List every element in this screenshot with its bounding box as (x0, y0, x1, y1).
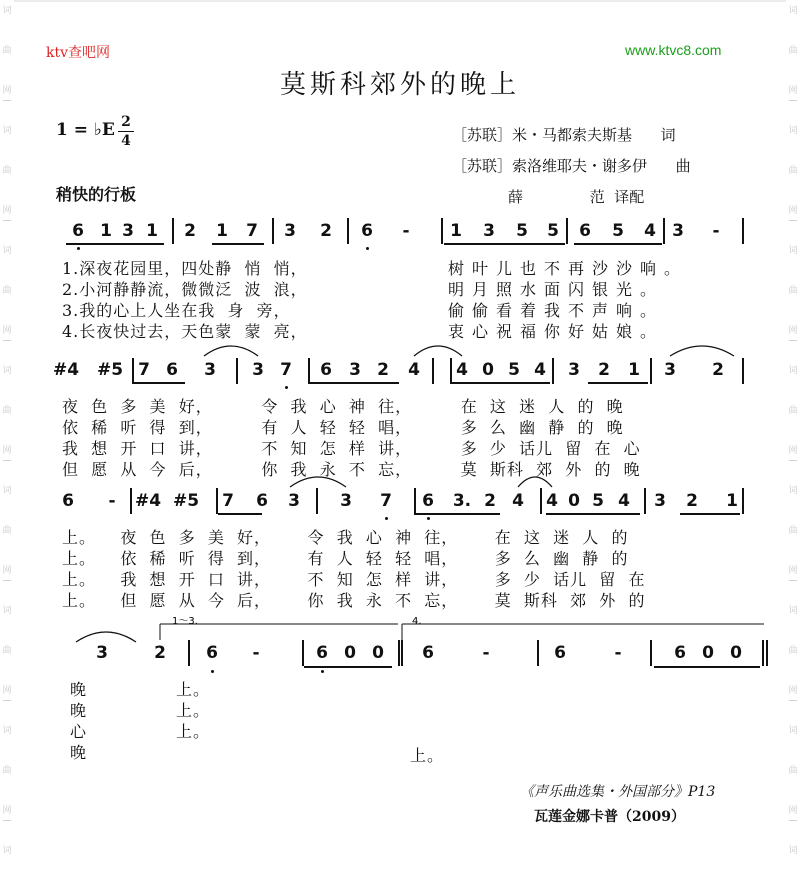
bar-line (188, 640, 190, 666)
bar-line (132, 358, 134, 384)
score-note: 2 (598, 360, 610, 380)
beam-underline (588, 382, 648, 384)
bar-line (650, 358, 652, 384)
octave-dot (285, 386, 288, 389)
score-note: 3 (672, 221, 684, 241)
score-note: 3. (452, 491, 472, 511)
score-note: 6 (674, 643, 686, 663)
score-note: 5 (612, 221, 624, 241)
bar-line (347, 218, 349, 244)
octave-dot (427, 517, 430, 520)
watermark-glyph: 曲 (788, 406, 798, 416)
bar-line (650, 640, 652, 666)
score-note: 1 (100, 221, 112, 241)
bar-line (742, 358, 744, 384)
bar-line (644, 488, 646, 514)
score-note: #5 (97, 360, 124, 380)
watermark-glyph: 网 (788, 806, 798, 816)
score-note: 4 (534, 360, 546, 380)
watermark-glyph: 词 (2, 366, 12, 376)
watermark-glyph: 曲 (2, 166, 12, 176)
score-note: #4 (135, 491, 162, 511)
score-note: 2 (686, 491, 698, 511)
watermark-glyph: 曲 (788, 286, 798, 296)
bar-line (742, 218, 744, 244)
verse-line-3-1: 上。 夜 色 多 美 好， 令 我 心 神 往， 在 这 迷 人 的 (62, 528, 629, 547)
watermark-glyph: 曲 (2, 406, 12, 416)
octave-dot (321, 670, 324, 673)
verse-line-2-3: 我 想 开 口 讲， 不 知 怎 样 讲， 多 少 话儿 留 在 心 (62, 439, 641, 458)
score-note: 0 (482, 360, 494, 380)
watermark-glyph: 曲 (788, 46, 798, 56)
watermark-glyph: 词 (788, 726, 798, 736)
watermark-glyph: 词 (2, 726, 12, 736)
score-note: 4 (456, 360, 468, 380)
verse-line-2-1: 夜 色 多 美 好， 令 我 心 神 往， 在 这 迷 人 的 晚 (62, 397, 624, 416)
tempo-marking: 稍快的行板 (56, 185, 137, 204)
bar-line (663, 218, 665, 244)
score-note: 4 (618, 491, 630, 511)
octave-dot (366, 247, 369, 250)
verse-line-1b-2: 明月照水面闪银光。 (448, 280, 665, 299)
watermark-glyph: 词 (788, 486, 798, 496)
verse-line-1b-4: 衷心祝福你好姑娘。 (448, 322, 665, 341)
score-note: 7 (280, 360, 292, 380)
score-note: 2 (712, 360, 724, 380)
bar-line (308, 358, 310, 384)
translator-credit: 薛 范 译配 (508, 188, 645, 206)
score-note: 3 (96, 643, 108, 663)
verse-line-3-4: 上。 但 愿 从 今 后， 你 我 永 不 忘， 莫 斯科 郊 外 的 (62, 591, 646, 610)
watermark-glyph: 曲 (788, 766, 798, 776)
score-note: #4 (53, 360, 80, 380)
score-note: 4 (512, 491, 524, 511)
watermark-glyph: 网 (2, 206, 12, 216)
line4-lyric-a2: 晚 (70, 701, 88, 720)
beam-underline (452, 382, 550, 384)
volta-2-label: 4. (412, 616, 422, 627)
score-note: 6 (206, 643, 218, 663)
watermark-glyph: 词 (2, 126, 12, 136)
watermark-glyph: 网 (2, 86, 12, 96)
bar-line (414, 488, 416, 514)
verse-line-1b-1: 树叶儿也不再沙沙响。 (448, 259, 689, 278)
score-note: 1 (628, 360, 640, 380)
score-note: 3 (252, 360, 264, 380)
watermark-glyph: 曲 (788, 526, 798, 536)
bar-line (432, 358, 434, 384)
score-note: 6 (72, 221, 84, 241)
score-note: 3 (664, 360, 676, 380)
watermark-glyph: 网 (788, 446, 798, 456)
verse-line-1b-3: 偷偷看着我不声响。 (448, 301, 665, 320)
watermark-glyph: 曲 (2, 766, 12, 776)
score-note: #5 (173, 491, 200, 511)
bar-line (441, 218, 443, 244)
source-citation: 《声乐曲选集・外国部分》P13 (520, 784, 716, 800)
brand-left-logo[interactable]: ktv查吧网 (46, 45, 111, 61)
beam-underline (304, 666, 392, 668)
bar-line (566, 218, 568, 244)
score-note: 0 (730, 643, 742, 663)
verse-line-2-4: 但 愿 从 今 后， 你 我 永 不 忘， 莫 斯科 郊 外 的 晚 (62, 460, 641, 479)
slur-arc (670, 346, 734, 356)
score-note: 5 (592, 491, 604, 511)
line4-lyric-b3: 上。 (176, 722, 211, 741)
score-note: 3 (483, 221, 495, 241)
score-note: 1 (146, 221, 158, 241)
line4-lyric-b2: 上。 (176, 701, 211, 720)
score-note: - (482, 643, 490, 663)
watermark-glyph: 网 (2, 566, 12, 576)
score-note: 2 (184, 221, 196, 241)
watermark-glyph: 网 (2, 446, 12, 456)
score-note: 2 (154, 643, 166, 663)
score-note: 5 (547, 221, 559, 241)
watermark-glyph: 词 (788, 366, 798, 376)
score-note: 0 (344, 643, 356, 663)
score-note: 4 (408, 360, 420, 380)
score-note: 1 (726, 491, 738, 511)
beam-underline (680, 513, 740, 515)
score-note: 6 (554, 643, 566, 663)
watermark-glyph: 曲 (2, 646, 12, 656)
score-note: 6 (320, 360, 332, 380)
composer-credit: ［苏联］索洛维耶夫・谢多伊 曲 (452, 157, 691, 175)
score-note: 3 (654, 491, 666, 511)
beam-underline (132, 382, 185, 384)
key-signature: 1 = ♭E (56, 120, 115, 140)
score-note: 7 (246, 221, 258, 241)
score-note: 1 (450, 221, 462, 241)
verse-line-2-2: 依 稀 听 得 到， 有 人 轻 轻 唱， 多 么 幽 静 的 晚 (62, 418, 624, 437)
watermark-glyph: 网 (2, 326, 12, 336)
octave-dot (77, 247, 80, 250)
score-note: 5 (516, 221, 528, 241)
octave-dot (385, 517, 388, 520)
verse-line-1-1: 1.深夜花园里，四处静 悄 悄， (62, 259, 308, 278)
verse-line-1-2: 2.小河静静流，微微泛 波 浪， (62, 280, 308, 299)
score-note: 6 (316, 643, 328, 663)
score-note: 2 (377, 360, 389, 380)
watermark-glyph: 词 (2, 606, 12, 616)
bar-line (272, 218, 274, 244)
beam-underline (218, 513, 262, 515)
bar-line (552, 358, 554, 384)
verse-line-3-2: 上。 依 稀 听 得 到， 有 人 轻 轻 唱， 多 么 幽 静 的 (62, 549, 629, 568)
bar-line (172, 218, 174, 244)
bar-line (398, 640, 400, 666)
verse-line-1-3: 3.我的心上人坐在我 身 旁， (62, 301, 291, 320)
watermark-glyph: 网 (788, 326, 798, 336)
bar-line (742, 488, 744, 514)
score-note: 6 (579, 221, 591, 241)
time-signature-bottom: 4 (121, 133, 131, 149)
score-note: 6 (62, 491, 74, 511)
score-note: 3 (204, 360, 216, 380)
line4-lyric-b1: 上。 (176, 680, 211, 699)
verse-line-1-4: 4.长夜快过去，天色蒙 蒙 亮， (62, 322, 308, 341)
line4-lyric-a3: 心 (70, 722, 88, 741)
score-note: - (712, 221, 720, 241)
bar-line (216, 488, 218, 514)
watermark-glyph: 词 (2, 846, 12, 856)
beam-underline (546, 513, 640, 515)
volta-1-label: 1～3. (172, 616, 198, 627)
bar-line (236, 358, 238, 384)
score-note: 2 (484, 491, 496, 511)
octave-dot (211, 670, 214, 673)
score-note: 4 (546, 491, 558, 511)
slur-arc (414, 346, 462, 356)
time-signature-top: 2 (121, 114, 131, 130)
watermark-glyph: 词 (788, 606, 798, 616)
score-note: - (614, 643, 622, 663)
bar-line (537, 640, 539, 666)
beam-underline (310, 382, 399, 384)
score-note: 3 (284, 221, 296, 241)
slur-arc (76, 632, 136, 642)
score-note: 6 (422, 643, 434, 663)
line4-lyric-final: 上。 (410, 746, 445, 765)
watermark-glyph: 词 (2, 246, 12, 256)
score-note: 7 (138, 360, 150, 380)
score-note: 3 (340, 491, 352, 511)
score-note: - (402, 221, 410, 241)
watermark-glyph: 词 (788, 846, 798, 856)
beam-underline (66, 243, 164, 245)
lyricist-credit: ［苏联］米・马都索夫斯基 词 (452, 126, 676, 144)
verse-line-3-3: 上。 我 想 开 口 讲， 不 知 怎 样 讲， 多 少 话儿 留 在 (62, 570, 646, 589)
beam-underline (414, 513, 500, 515)
bar-line (130, 488, 132, 514)
beam-underline (654, 666, 760, 668)
score-note: 4 (644, 221, 656, 241)
brand-right-url[interactable]: www.ktvc8.com (625, 42, 722, 58)
watermark-glyph: 网 (2, 806, 12, 816)
beam-underline (444, 243, 565, 245)
bar-line (401, 640, 403, 666)
score-note: 6 (166, 360, 178, 380)
slur-arc (204, 346, 258, 356)
bar-line (540, 488, 542, 514)
bar-line (450, 358, 452, 384)
score-note: 6 (256, 491, 268, 511)
song-title: 莫斯科郊外的晚上 (279, 70, 520, 100)
bar-line (762, 640, 764, 666)
score-note: - (252, 643, 260, 663)
watermark-glyph: 曲 (2, 286, 12, 296)
watermark-glyph: 网 (788, 206, 798, 216)
score-note: 0 (702, 643, 714, 663)
score-note: 3 (349, 360, 361, 380)
score-note: 6 (361, 221, 373, 241)
score-note: 7 (380, 491, 392, 511)
bar-line (316, 488, 318, 514)
watermark-glyph: 网 (2, 686, 12, 696)
watermark-glyph: 曲 (788, 646, 798, 656)
bar-line (766, 640, 768, 666)
score-note: 5 (508, 360, 520, 380)
score-note: 7 (222, 491, 234, 511)
score-note: 3 (122, 221, 134, 241)
watermark-glyph: 词 (788, 126, 798, 136)
score-note: 2 (320, 221, 332, 241)
score-note: 1 (216, 221, 228, 241)
watermark-glyph: 曲 (788, 166, 798, 176)
watermark-glyph: 词 (2, 6, 12, 16)
watermark-glyph: 网 (788, 566, 798, 576)
beam-underline (574, 243, 662, 245)
watermark-glyph: 曲 (2, 526, 12, 536)
beam-underline (212, 243, 264, 245)
score-note: 6 (422, 491, 434, 511)
watermark-glyph: 词 (788, 246, 798, 256)
bar-line (302, 640, 304, 666)
score-note: 0 (568, 491, 580, 511)
score-note: 0 (372, 643, 384, 663)
watermark-glyph: 曲 (2, 46, 12, 56)
watermark-glyph: 网 (788, 86, 798, 96)
score-note: - (108, 491, 116, 511)
watermark-glyph: 词 (2, 486, 12, 496)
line4-lyric-a1: 晚 (70, 680, 88, 699)
source-citation-2: 瓦莲金娜卡普（2009） (534, 809, 685, 825)
watermark-glyph: 词 (788, 6, 798, 16)
score-note: 3 (568, 360, 580, 380)
watermark-glyph: 网 (788, 686, 798, 696)
score-note: 3 (288, 491, 300, 511)
line4-lyric-a4: 晚 (70, 743, 88, 762)
